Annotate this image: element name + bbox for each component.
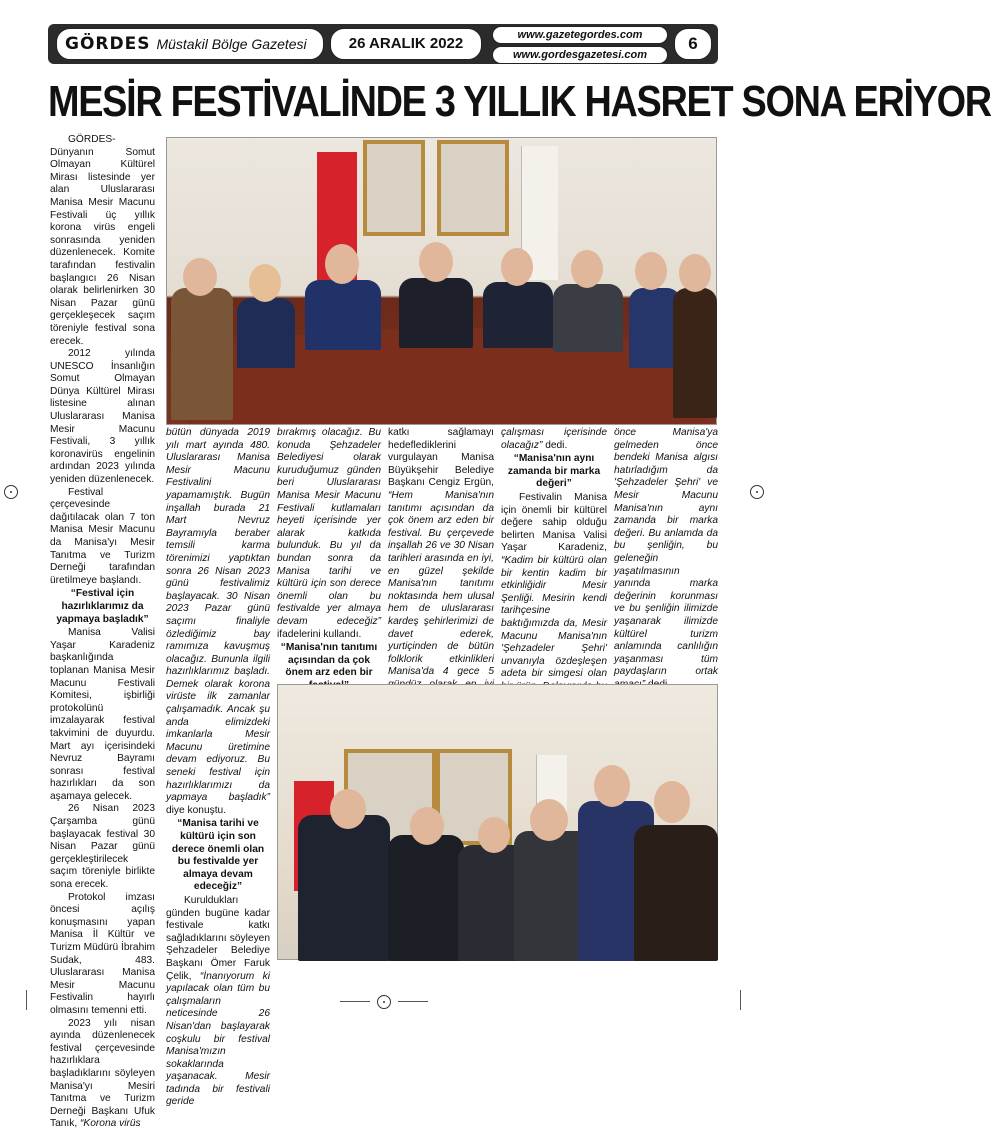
paragraph	[501, 427, 607, 452]
person-head	[410, 807, 444, 845]
paragraph	[614, 427, 718, 691]
person	[298, 815, 390, 961]
person-head	[183, 258, 217, 296]
celebration-photo	[277, 684, 718, 960]
issue-date: 26 ARALIK 2022	[330, 28, 482, 60]
person	[388, 835, 464, 961]
trim-mark	[398, 1001, 428, 1002]
paragraph	[166, 427, 270, 817]
article-column-2	[166, 427, 270, 1109]
meeting-photo	[166, 137, 717, 425]
paragraph: Manisa Valisi Yaşar Karadeniz başkanlığında toplanan Manisa Mesir Macunu Festivali Komitesi, işbirliği protokolünü imzalayarak festival takvimini de duyurdu. Mart ayı içerisindeki Nevruz Bayramı sonrası festival hazırlıkları da son aşamaya gelecek.	[50, 627, 155, 802]
paragraph: 26 Nisan 2023 Çarşamba günü başlayacak festival 30 Nisan Pazar günü gerçekleştirilecek saçım töreniyle birlikte sona erecek.	[50, 803, 155, 891]
paragraph	[277, 427, 381, 641]
subheading: “Manisa'nın tanıtımı açısından da çok önem arz eden bir	[280, 642, 378, 679]
quote-text: bütün dünyada 2019 yılı mart ayında 480. Uluslararası Manisa Mesir Macunu Festivalini yapamamıştık. Bugün inşallah burada 21 Mart Nevruz Bayramıyla beraber temsili karma törenimizi yaptıktan sonra 26 Nisan 2023 günü festivalimiz başlayacak. 30 Nisan 2023 Pazar günü saçımı finaliyle özlediğimiz bay ramımıza kavuşmuş olacağız. Bununla ilgili hazırlıklarımız başladı. Demek olarak korona virüste ilk zamanlar çalışamadık. Ancak şu anda elimizdeki imkanlarla Mesir Macunu üretimine devam ediyoruz. Bu seneki festival için hazırlıklarımızı da yapmaya başladık”	[166, 427, 270, 804]
person-head	[325, 244, 359, 284]
article-column-5	[501, 427, 607, 719]
trim-mark	[740, 990, 741, 1010]
quote-text: “Hem Manisa'nın tanıtımı açısından da çok önem arz eden bir festival. Bu çerçevede inşallah 26 ve 30 Nisan tarihleri arasında en iyi, en güzel şekilde Manisa'nın tanıtımı noktasında hem ulusal hem de uluslararası kardeş şehirlerimizi de davet ederek, yurtiçinden de bütün folklorik etkinlikleri Manisa'da 4 gece 5	[388, 489, 494, 678]
person-head	[249, 264, 281, 302]
register-mark	[377, 995, 391, 1009]
paragraph-text: dedi.	[545, 439, 568, 451]
person-head	[501, 248, 533, 286]
masthead	[56, 28, 324, 60]
register-mark	[4, 485, 18, 499]
quote-text: “Kadim bir kültürü olan bir kentin kadim bir etkinliğidir Mesir Şenliği. Mesirin kendi tarihçesine baktığımızda da, Mesir Macunu Manisa'nın 'Şehzadeler Şehri' unvanıyla özdeşleşen adeta bir simgesi olan	[501, 554, 607, 680]
website-link-1[interactable]: www.gazetegordes.com	[492, 26, 668, 44]
portrait-frame	[363, 140, 425, 236]
article-column-1	[50, 134, 155, 1131]
person	[483, 282, 553, 348]
quote-text: “İnanıyorum ki yapılacak olan tüm bu çalışmaların neticesinde 26 Nisan'dan başlayarak coşkulu bir festival Manisa'mızın sokaklarında yaşanacak. Mesir tadında bir festivali geride	[166, 970, 270, 1108]
paragraph-text: Festivalin Manisa için önemli bir kültürel değere sahip olduğu belirten Manisa Valisi Yaşar Karadeniz,	[501, 491, 607, 554]
person	[305, 280, 381, 350]
person	[553, 284, 623, 352]
paragraph-text: ifadelerini kullandı.	[277, 628, 362, 640]
subheading: “Manisa'nın aynı zamanda bir marka değeri”	[507, 453, 601, 490]
person-head	[419, 242, 453, 282]
person	[237, 298, 295, 368]
paragraph-text: katkı sağlamayı hedeflediklerini vurgulayan Manisa Büyükşehir Belediye Başkanı Cengiz Ergün,	[388, 427, 494, 489]
quote-text: bırakmış olacağız. Bu konuda Şehzadeler Belediyesi olarak kuruduğumuz günden beri Uluslararası Manisa Mesir Macunu Festivali kutlamaları heyeti içerisinde yer alarak katkıda bulunduk. Bu yıl da bundan sonra da Manisa tarihi ve kültürü için son derece önemli olan bu festivalde yer almaya devam edeceğiz”	[277, 427, 381, 627]
trim-mark	[340, 1001, 370, 1002]
website-link-2[interactable]: www.gordesgazetesi.com	[492, 46, 668, 64]
register-mark	[750, 485, 764, 499]
subheading: “Festival için hazırlıklarımız da yapmaya başladık”	[56, 588, 149, 625]
page-number: 6	[674, 28, 712, 60]
person	[171, 288, 233, 420]
person	[673, 288, 717, 418]
person-head	[571, 250, 603, 288]
paragraph	[50, 1018, 155, 1131]
brand-subtitle: Müstakil Bölge Gazetesi	[156, 36, 307, 52]
quote-text: “Korona virüs	[80, 1118, 141, 1130]
paragraph-text: 2023 yılı nisan ayında düzenlenecek festival çerçevesinde hazırlıklara başladıklarını söyleyen Manisa'yı Mesiri Tanıtma ve Turizm Derneği Başkanı Ufuk Tanık,	[50, 1017, 155, 1130]
person-head	[635, 252, 667, 290]
person	[399, 278, 473, 348]
person-head	[654, 781, 690, 823]
person-head	[330, 789, 366, 829]
quote-text: önce Manisa'ya gelmeden önce bendeki Manisa algısı hatırladığım da 'Şehzadeler Şehri' ve Mesir Macunu Manisa'nın aynı zamanda bir marka değeri. Bu anlamda da bu şenliğin, bu geleneğin yaşatılmasının yanında marka değerinin korunması ve bu şenliğin ilimizde yaşanarak ilimizde kültürel turizm anlamında canlılığın yaşanması tüm paydaşların ortak	[614, 427, 718, 678]
trim-mark	[26, 990, 27, 1010]
person-head	[478, 817, 510, 853]
paragraph: Protokol imzası öncesi açılış konuşmasını yapan Manisa İl Kültür ve Turizm Müdürü İbrahim Sudak, 483. Uluslararası Manisa Mesir Macunu Festivalin hayırlı olmasını temenni etti.	[50, 891, 155, 1016]
person-head	[679, 254, 711, 292]
quote-text: çalışması içerisinde olacağız”	[501, 427, 607, 451]
person-head	[594, 765, 630, 807]
paragraph: 2012 yılında UNESCO İnsanlığın Somut Olmayan Dünya Kültürel Mirası listesine alınan Uluslararası Manisa Mesir Macunu Festivali, 3 yıllık koronavirüs engelinin ardından 2023 yılında yeniden düzenlenecek.	[50, 348, 155, 486]
paragraph-text: diye konuştu.	[166, 804, 227, 816]
subheading: “Manisa tarihi ve kültürü için son derece önemli olan bu festivalde yer almaya devam edeceğiz”	[171, 818, 265, 893]
headline: MESİR FESTİVALİNDE 3 YILLIK HASRET SONA ERİYOR	[48, 77, 991, 126]
paragraph: Festival çerçevesinde dağıtılacak olan 7 ton Manisa Mesir Macunu da Manisa'yı Mesir Tanıtma ve Turizm Derneği tarafından üretilmeye başlandı.	[50, 486, 155, 586]
person-head	[530, 799, 568, 841]
paragraph: GÖRDES- Dünyanın Somut Olmayan Kültürel Mirası listesinde yer alan Uluslararası Manisa Mesir Macunu Festivali üç yıllık korona virüs engeli sonrasında yeniden düzenlenecek. Komite tarafından festivalin başlangıcı 26 Nisan olarak belirlenirken 30 Nisan Pazar günü gerçekleşecek saçım töreniyle festival sona erecek.	[50, 134, 155, 347]
paragraph	[166, 895, 270, 1109]
person	[634, 825, 718, 961]
brand-name: GÖRDES	[65, 34, 151, 54]
portrait-frame	[437, 140, 509, 236]
paragraph-text: Kuruldukları günden bugüne kadar festivale katkı sağladıklarını söyleyen Şehzadeler Belediye Başkanı Ömer Faruk Çelik,	[166, 894, 270, 982]
